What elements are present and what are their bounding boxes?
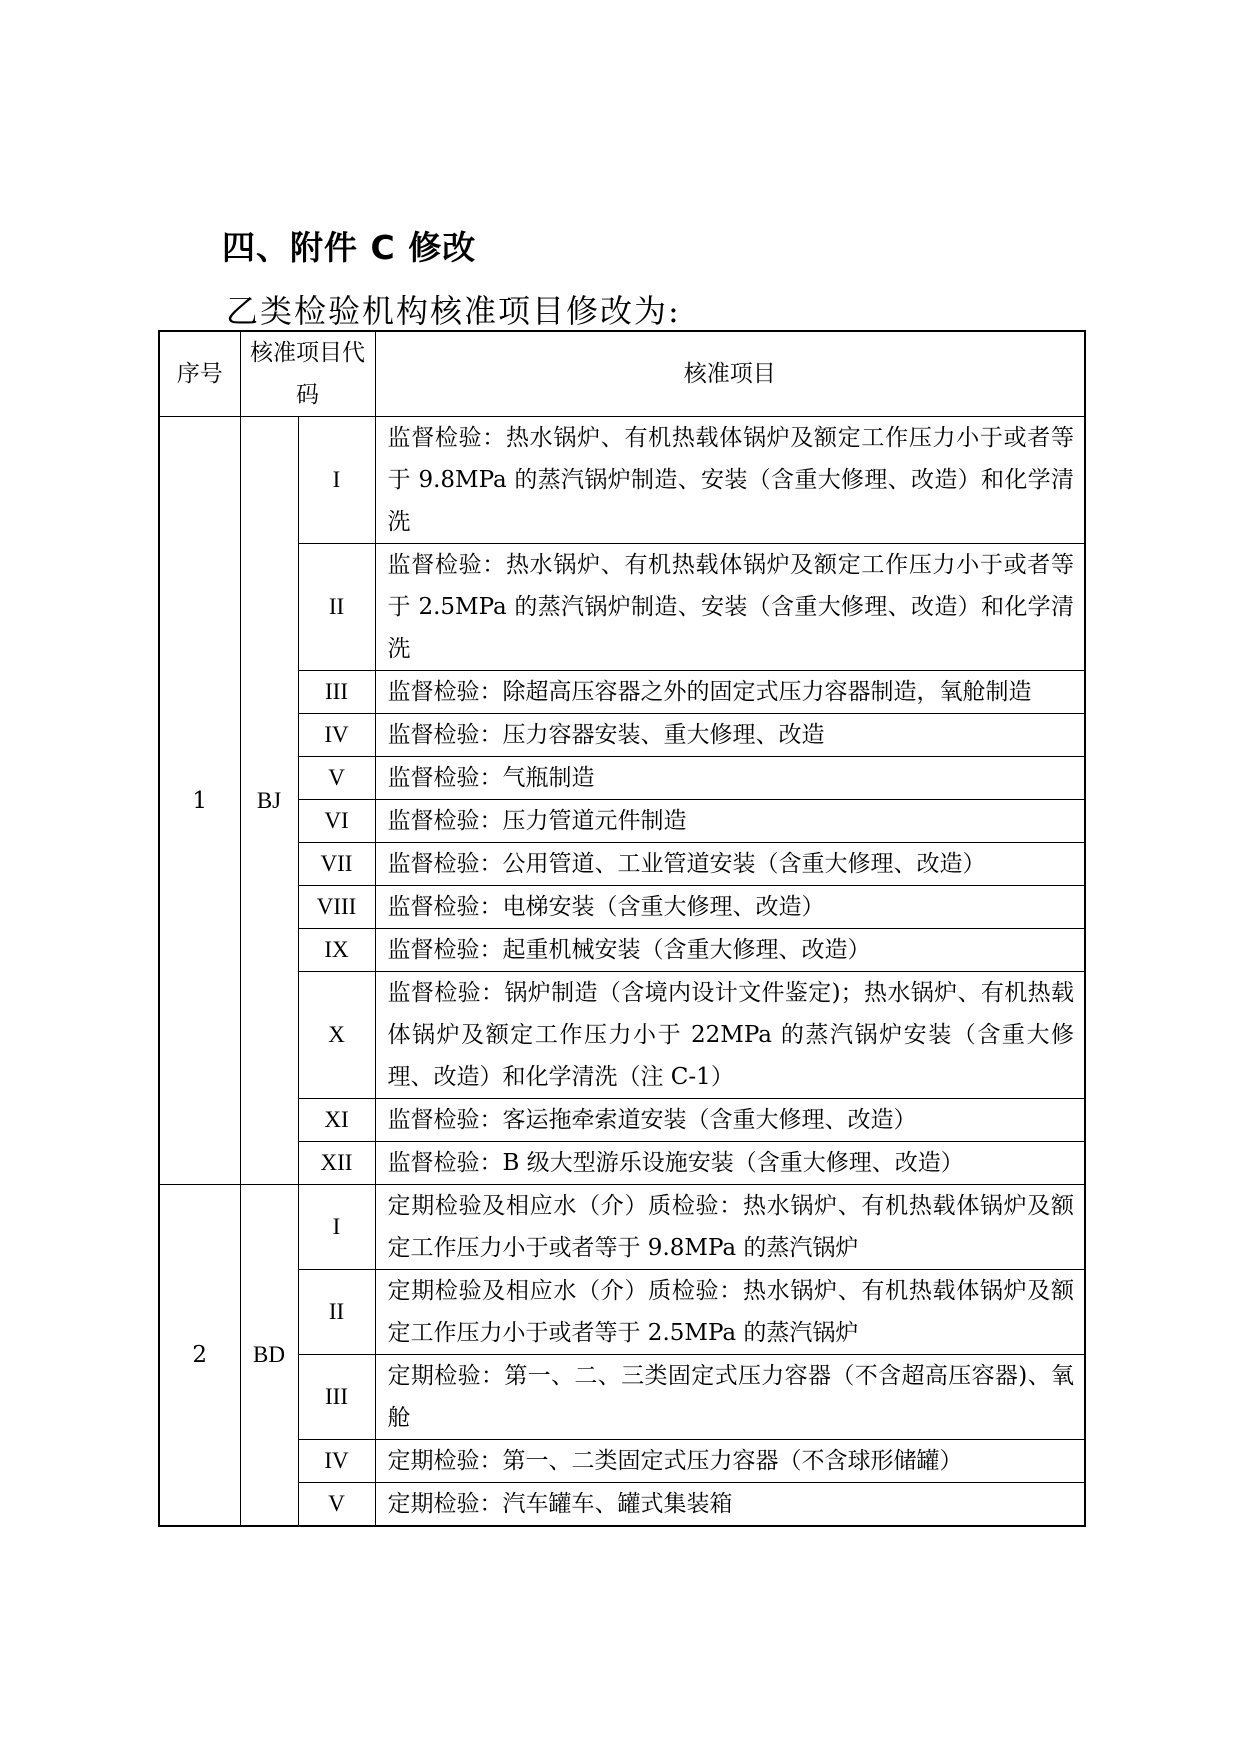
group-code: BJ: [240, 417, 298, 1185]
item-text: 监督检验：客运拖牵索道安装（含重大修理、改造）: [375, 1099, 1085, 1142]
item-number: III: [298, 1355, 375, 1440]
group-code: BD: [240, 1185, 298, 1527]
item-text: 监督检验：压力管道元件制造: [375, 800, 1085, 843]
table-row: [159, 1270, 1085, 1355]
approval-items-table: [158, 330, 1086, 1527]
table-row: [159, 1440, 1085, 1483]
table-row: [159, 929, 1085, 972]
item-number: V: [298, 1483, 375, 1527]
table-row: [159, 1185, 1085, 1270]
table-row: [159, 1355, 1085, 1440]
item-number: III: [298, 671, 375, 714]
table-header-row: [159, 331, 1085, 417]
item-number: VII: [298, 843, 375, 886]
table-row: [159, 671, 1085, 714]
item-text: 定期检验及相应水（介）质检验：热水锅炉、有机热载体锅炉及额定工作压力小于或者等于 9.8MPa 的蒸汽锅炉: [375, 1185, 1085, 1270]
item-text: 监督检验：气瓶制造: [375, 757, 1085, 800]
group-index: 2: [159, 1185, 240, 1527]
table-row: [159, 757, 1085, 800]
item-text: 监督检验：电梯安装（含重大修理、改造）: [375, 886, 1085, 929]
item-number: IV: [298, 1440, 375, 1483]
item-text: 定期检验及相应水（介）质检验：热水锅炉、有机热载体锅炉及额定工作压力小于或者等于 2.5MPa 的蒸汽锅炉: [375, 1270, 1085, 1355]
item-text: 定期检验：第一、二、三类固定式压力容器（不含超高压容器)、氧舱: [375, 1355, 1085, 1440]
item-number: II: [298, 544, 375, 671]
item-number: I: [298, 417, 375, 544]
header-index: 序号: [159, 331, 240, 417]
item-text: 监督检验：起重机械安装（含重大修理、改造）: [375, 929, 1085, 972]
item-number: XI: [298, 1099, 375, 1142]
table-row: [159, 417, 1085, 544]
header-item: 核准项目: [375, 331, 1085, 417]
section-heading: 四、附件 C 修改: [222, 228, 477, 267]
item-number: IV: [298, 714, 375, 757]
item-number: XII: [298, 1142, 375, 1185]
header-code: 核准项目代码: [240, 331, 375, 417]
table-row: [159, 886, 1085, 929]
table-row: [159, 714, 1085, 757]
item-text: 监督检验：热水锅炉、有机热载体锅炉及额定工作压力小于或者等于 9.8MPa 的蒸汽锅炉制造、安装（含重大修理、改造）和化学清洗: [375, 417, 1085, 544]
item-text: 定期检验：第一、二类固定式压力容器（不含球形储罐）: [375, 1440, 1085, 1483]
item-text: 定期检验：汽车罐车、罐式集装箱: [375, 1483, 1085, 1527]
item-text: 监督检验：B 级大型游乐设施安装（含重大修理、改造）: [375, 1142, 1085, 1185]
item-number: V: [298, 757, 375, 800]
item-number: IX: [298, 929, 375, 972]
group-index: 1: [159, 417, 240, 1185]
item-text: 监督检验：锅炉制造（含境内设计文件鉴定)；热水锅炉、有机热载体锅炉及额定工作压力小于 22MPa 的蒸汽锅炉安装（含重大修理、改造）和化学清洗（注 C-1）: [375, 972, 1085, 1099]
table-row: [159, 1142, 1085, 1185]
item-text: 监督检验：压力容器安装、重大修理、改造: [375, 714, 1085, 757]
table-row: [159, 544, 1085, 671]
table-row: [159, 1099, 1085, 1142]
table-row: [159, 800, 1085, 843]
table-row: [159, 843, 1085, 886]
item-text: 监督检验：除超高压容器之外的固定式压力容器制造，氧舱制造: [375, 671, 1085, 714]
item-text: 监督检验：热水锅炉、有机热载体锅炉及额定工作压力小于或者等于 2.5MPa 的蒸汽锅炉制造、安装（含重大修理、改造）和化学清洗: [375, 544, 1085, 671]
item-number: VI: [298, 800, 375, 843]
item-number: X: [298, 972, 375, 1099]
item-text: 监督检验：公用管道、工业管道安装（含重大修理、改造）: [375, 843, 1085, 886]
table-row: [159, 1483, 1085, 1527]
item-number: VIII: [298, 886, 375, 929]
item-number: II: [298, 1270, 375, 1355]
item-number: I: [298, 1185, 375, 1270]
table-row: [159, 972, 1085, 1099]
intro-text: 乙类检验机构核准项目修改为:: [226, 292, 681, 330]
